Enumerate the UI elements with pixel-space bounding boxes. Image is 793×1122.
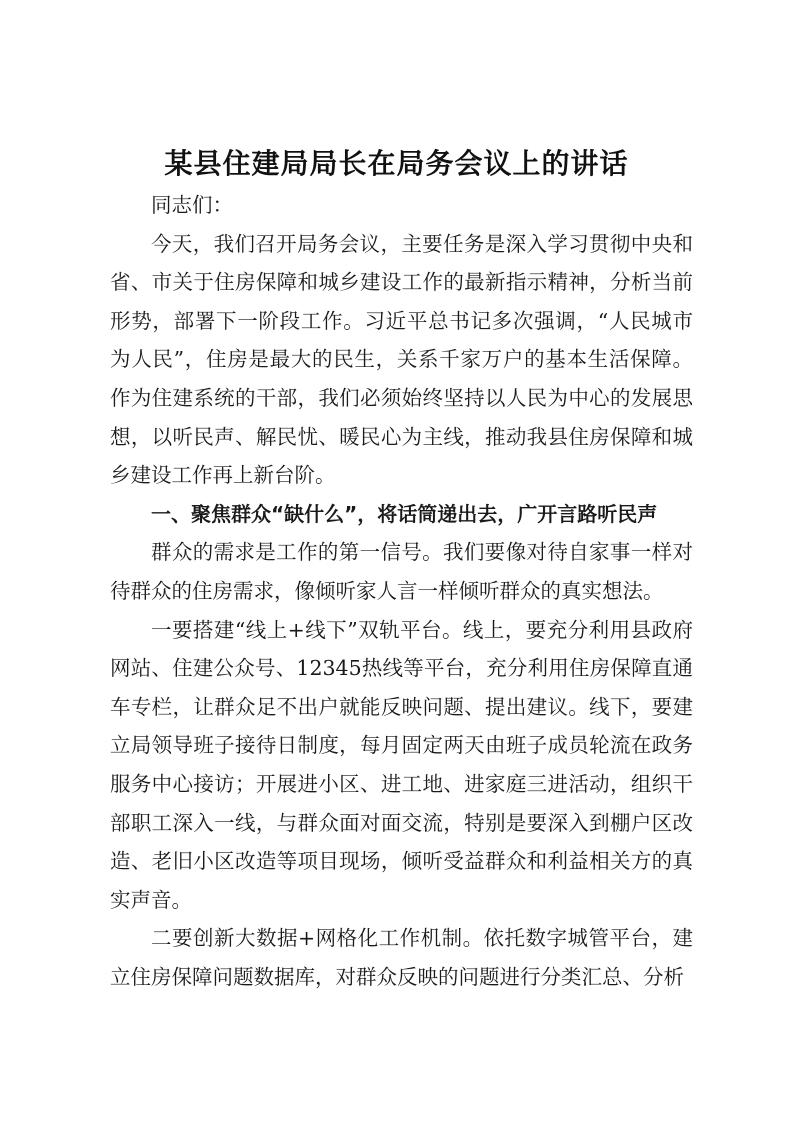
greeting: 同志们： — [151, 193, 233, 217]
paragraph-section1-lead: 群众的需求是工作的第一信号。我们要像对待自家事一样对待群众的住房需求，像倾听家人言一样倾听群众的真实想法。 — [110, 540, 693, 603]
paragraph-point-1: 一要搭建“线上+线下”双轨平台。线上，要充分利用县政府网站、住建公众号、12345热线等平台，充分利用住房保障直通车专栏，让群众足不出户就能反映问题、提出建议。线下，要建立局领导班子接待日制度，每月固定两天由班子成员轮流在政务服务中心接访；开展进小区、进工地、进家庭三进活动，组织干部职工深入一线，与群众面对面交流，特别是要深入到棚户区改造、老旧小区改造等项目现场，倾听受益群众和利益相关方的真实声音。 — [110, 617, 693, 912]
document-body — [110, 186, 693, 996]
paragraph-point-2: 二要创新大数据+网格化工作机制。依托数字城管平台，建立住房保障问题数据库，对群众反映的问题进行分类汇总、分析 — [110, 926, 693, 989]
section-heading-1: 一、聚焦群众“缺什么”，将话筒递出去，广开言路听民声 — [151, 501, 658, 526]
document-title: 某县住建局局长在局务会议上的讲话 — [164, 147, 629, 180]
paragraph-intro: 今天，我们召开局务会议，主要任务是深入学习贯彻中央和省、市关于住房保障和城乡建设工作的最新指示精神，分析当前形势，部署下一阶段工作。习近平总书记多次强调，“人民城市为人民”，住房是最大的民生，关系千家万户的基本生活保障。作为住建系统的干部，我们必须始终坚持以人民为中心的发展思想，以听民声、解民忧、暖民心为主线，推动我县住房保障和城乡建设工作再上新台阶。 — [110, 231, 693, 488]
